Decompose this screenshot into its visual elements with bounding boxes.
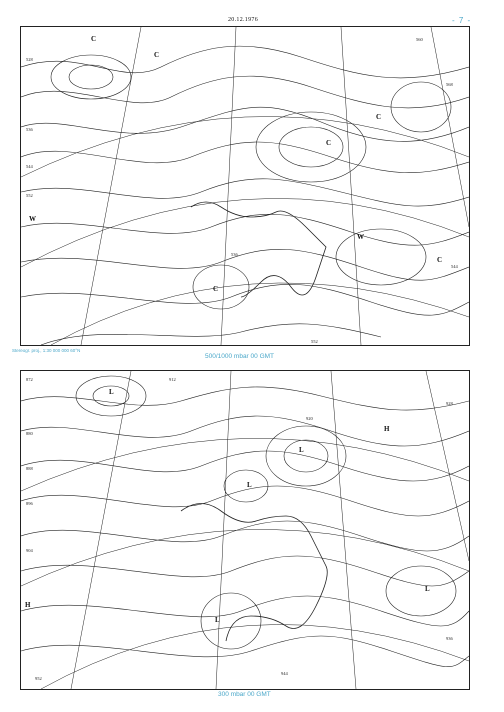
contour-value: 928 bbox=[446, 401, 453, 406]
contour-value: 912 bbox=[169, 377, 176, 382]
map-caption: 300 mbar 00 GMT bbox=[218, 691, 271, 698]
map-date: 20.12.1976 bbox=[228, 17, 258, 23]
contour-map-1 bbox=[21, 27, 469, 345]
contour-value: 880 bbox=[26, 431, 33, 436]
center-label: C bbox=[91, 35, 97, 43]
contour-value: 552 bbox=[26, 193, 33, 198]
center-label: W bbox=[357, 233, 364, 241]
contour-value: 904 bbox=[26, 548, 33, 553]
center-label: L bbox=[215, 616, 220, 624]
center-label: L bbox=[299, 446, 304, 454]
contour-value: 544 bbox=[26, 164, 33, 169]
contour-value: 872 bbox=[26, 377, 33, 382]
contour-value: 528 bbox=[26, 57, 33, 62]
center-label: L bbox=[109, 388, 114, 396]
center-label: C bbox=[376, 113, 382, 121]
center-label: C bbox=[213, 285, 219, 293]
map-500-1000-mbar bbox=[20, 26, 470, 346]
contour-value: 896 bbox=[26, 501, 33, 506]
contour-value: 568 bbox=[446, 82, 453, 87]
center-label: C bbox=[154, 51, 160, 59]
contour-value: 544 bbox=[451, 264, 458, 269]
center-label: H bbox=[25, 601, 31, 609]
contour-value: 536 bbox=[26, 127, 33, 132]
center-label: W bbox=[29, 215, 36, 223]
contour-value: 888 bbox=[26, 466, 33, 471]
map-caption: 500/1000 mbar 00 GMT bbox=[205, 353, 275, 360]
contour-value: 920 bbox=[306, 416, 313, 421]
contour-map-2 bbox=[21, 371, 469, 689]
center-label: H bbox=[384, 425, 390, 433]
contour-value: 952 bbox=[35, 676, 42, 681]
center-label: C bbox=[326, 139, 332, 147]
map-300-mbar bbox=[20, 370, 470, 690]
contour-value: 536 bbox=[231, 252, 238, 257]
contour-value: 944 bbox=[281, 671, 288, 676]
contour-value: 552 bbox=[311, 339, 318, 344]
page-number: - 7 - bbox=[452, 16, 472, 25]
contour-value: 936 bbox=[446, 636, 453, 641]
contour-value: 560 bbox=[416, 37, 423, 42]
scale-note: Stereogr. proj., 1:30 000 000 60°N bbox=[12, 348, 81, 353]
center-label: L bbox=[425, 585, 430, 593]
center-label: C bbox=[437, 256, 443, 264]
center-label: L bbox=[247, 481, 252, 489]
